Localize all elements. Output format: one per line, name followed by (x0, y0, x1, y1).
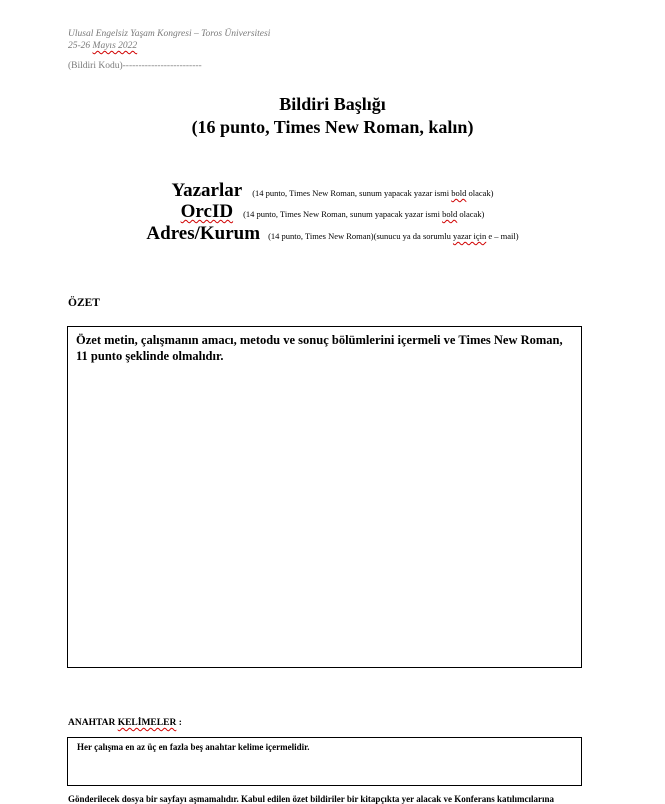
authors-line (0, 180, 665, 202)
paper-code: (Bildiri Kodu)------------------------- (68, 61, 202, 71)
congress-header (68, 28, 270, 52)
congress-date (68, 40, 270, 52)
paper-title-note: (16 punto, Times New Roman, kalın) (191, 117, 474, 137)
address-label: Adres/Kurum (146, 223, 261, 244)
orcid-line (0, 201, 665, 223)
date-days: 25-26 (68, 41, 93, 51)
orcid-label: OrcID (180, 201, 234, 222)
abstract-heading: ÖZET (68, 297, 100, 309)
congress-name: Ulusal Engelsiz Yaşam Kongresi – Toros Üniversitesi (68, 29, 271, 39)
date-month-year: Mayıs 2022 (92, 41, 138, 51)
paper-title: Bildiri Başlığı (279, 94, 386, 114)
keywords-box[interactable] (67, 737, 582, 786)
authors-note: (14 punto, Times New Roman, sunum yapacak yazar ismi bold olacak) (252, 188, 494, 198)
footer-note: Gönderilecek dosya bir sayfayı aşmamalıdır. Kabul edilen özet bildiriler bir kitapçıkta yer alacak ve Konferans katılımcılarına (68, 794, 555, 804)
abstract-box[interactable] (67, 326, 582, 668)
orcid-note: (14 punto, Times New Roman, sunum yapacak yazar ismi bold olacak) (243, 209, 485, 219)
authors-label: Yazarlar (171, 180, 243, 201)
abstract-text: Özet metin, çalışmanın amacı, metodu ve sonuç bölümlerini içermeli ve Times New Roman, 11 punto şeklinde olmalıdır. (76, 333, 563, 363)
address-line (0, 223, 665, 245)
keywords-text: Her çalışma en az üç en fazla beş anahtar kelime içermelidir. (77, 742, 310, 752)
address-note: (14 punto, Times New Roman)(sunucu ya da sorumlu yazar için e – mail) (268, 231, 519, 241)
keywords-heading: ANAHTAR KELİMELER : (68, 718, 182, 728)
